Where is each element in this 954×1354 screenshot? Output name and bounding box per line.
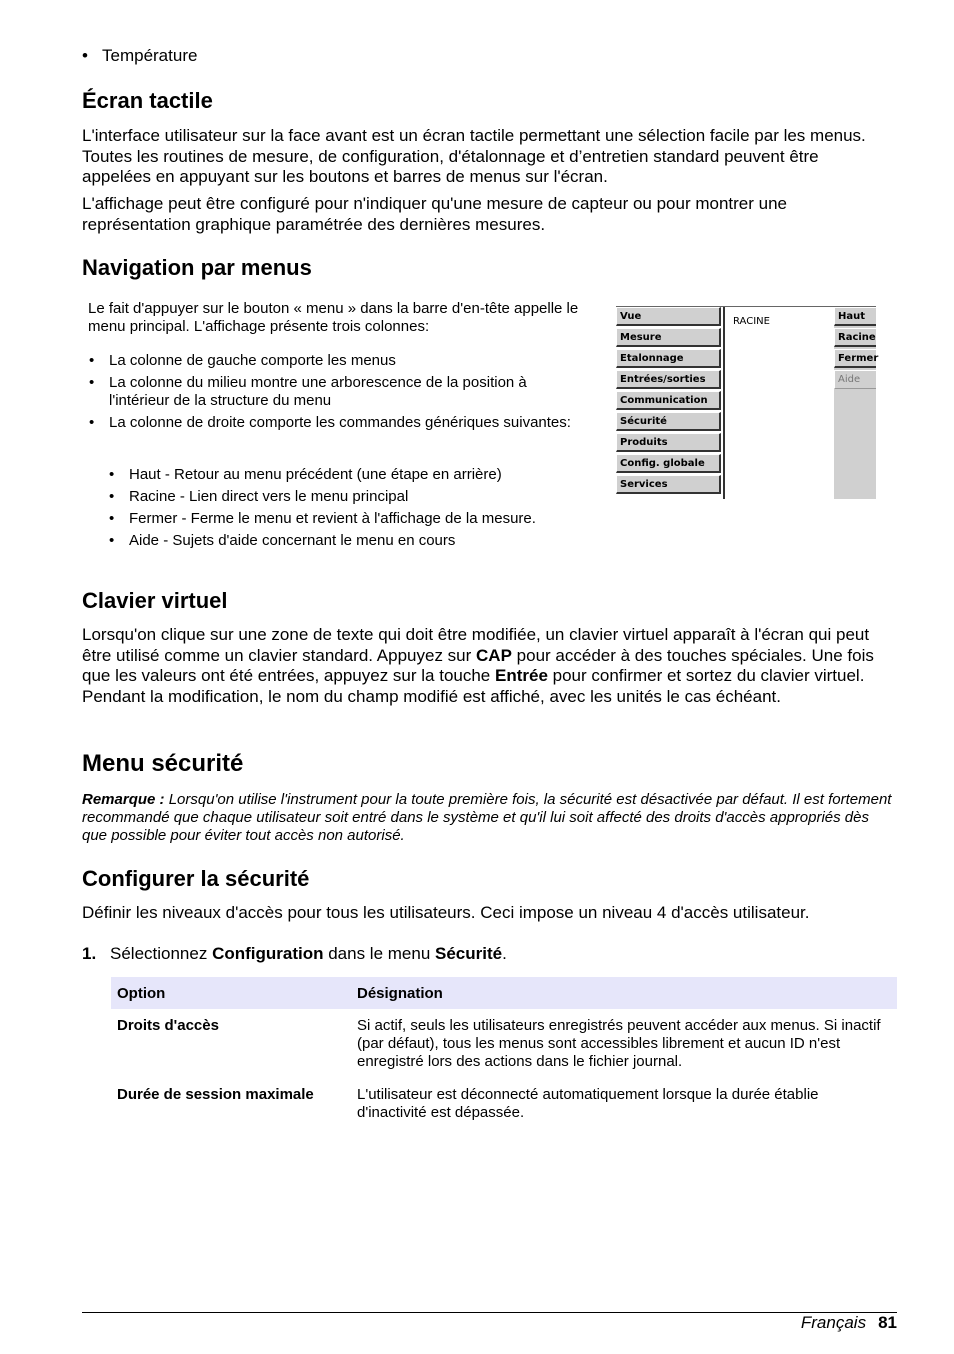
step-1: 1. Sélectionnez Configuration dans le menu Sécurité. [82, 944, 507, 963]
table-cell-desc: Si actif, seuls les utilisateurs enregistrés peuvent accéder aux menus. Si inactif (par défaut), tous les menus sont accessibles librement et aucun ID n'est enregistré lors des actions dans le fichier journal. [357, 1017, 881, 1070]
menu-item[interactable]: Communication [616, 391, 721, 410]
table-cell-option: Durée de session maximale [117, 1086, 314, 1103]
list-item: • La colonne de gauche comporte les menus [89, 352, 589, 370]
note-label: Remarque : [82, 791, 165, 808]
keyboard-paragraph: Lorsqu'on clique sur une zone de texte qui doit être modifiée, un clavier virtuel apparaît à l'écran qui peut être utilisé comme un clavier standard. Appuyez sur CAP pour accéder à des touches spéciales. Une fois que les valeurs ont été entrées, appuyez sur la touche Entrée pour confirmer et sortez du clavier virtuel. Pendant la modification, le nom du champ modifié est affiché, avec les unités le cas échéant. [82, 625, 874, 706]
menu-item[interactable]: Config. globale [616, 454, 721, 473]
command-help: Aide [834, 370, 876, 389]
step-number: 1. [82, 944, 97, 963]
menu-item[interactable]: Services [616, 475, 721, 494]
key-cap: CAP [476, 645, 512, 665]
menu-screenshot [616, 306, 879, 499]
section-title-touch: Écran tactile [82, 88, 213, 113]
table-header: Désignation [351, 977, 897, 1009]
section-title-config: Configurer la sécurité [82, 866, 310, 891]
table-row [111, 1080, 897, 1131]
list-item: • La colonne de droite comporte les commandes génériques suivantes: [89, 414, 589, 432]
section-title-security: Menu sécurité [82, 750, 244, 777]
bullet-text: Température [102, 46, 198, 65]
section-title-keyboard: Clavier virtuel [82, 588, 228, 613]
table-cell-option: Droits d'accès [117, 1017, 219, 1034]
list-item: • Aide - Sujets d'aide concernant le menu en cours [109, 532, 589, 550]
columns-list [89, 352, 589, 436]
key-enter: Entrée [494, 666, 548, 685]
menu-left-column [616, 307, 723, 499]
list-item: • Fermer - Ferme le menu et revient à l'affichage de la mesure. [109, 510, 589, 528]
section-title-nav: Navigation par menus [82, 255, 312, 280]
menu-item[interactable]: Produits [616, 433, 721, 452]
paragraph: L'affichage peut être configuré pour n'indiquer qu'une mesure de capteur ou pour montrer une représentation graphique paramétrée des dernières mesures. [82, 194, 788, 234]
security-note: Remarque : Lorsqu'on utilise l'instrument pour la toute première fois, la sécurité est désactivée par défaut. Il est fortement recommandé que chaque utilisateur soit entré dans le système et qu'il lui soit affecté des droits d'accès appropriés dès que possible pour éviter tout accès non autorisé. [82, 791, 892, 844]
bullet-item: • Température [82, 46, 198, 65]
options-table [111, 977, 897, 1131]
page-number: 81 [878, 1313, 897, 1332]
menu-item[interactable]: Etalonnage [616, 349, 721, 368]
command-close[interactable]: Fermer [834, 349, 876, 368]
commands-list [109, 466, 589, 554]
table-cell-desc: L'utilisateur est déconnecté automatiquement lorsque la durée établie d'inactivité est dépassée. [357, 1086, 819, 1121]
list-item: • Racine - Lien direct vers le menu principal [109, 488, 589, 506]
menu-item[interactable]: Sécurité [616, 412, 721, 431]
config-intro: Définir les niveaux d'accès pour tous les utilisateurs. Ceci impose un niveau 4 d'accès utilisateur. [82, 903, 810, 922]
paragraph: L'interface utilisateur sur la face avant est un écran tactile permettant une sélection facile par les menus. Toutes les routines de mesure, de configuration, d'étalonnage et d’entretien standard peuvent être appelées en appuyant sur les boutons et barres de menus sur l'écran. [82, 126, 866, 186]
list-item: • Haut - Retour au menu précédent (une étape en arrière) [109, 466, 589, 484]
footer-language: Français [800, 1313, 867, 1332]
list-item: • La colonne du milieu montre une arborescence de la position à l'intérieur de la structure du menu [89, 374, 589, 410]
menu-item[interactable]: Mesure [616, 328, 721, 347]
menu-tree-column [723, 307, 836, 499]
menu-command-column [834, 307, 879, 499]
footer-rule [82, 1312, 897, 1313]
menu-item[interactable]: Entrées/sorties [616, 370, 721, 389]
page-footer [801, 1313, 897, 1333]
table-header: Option [111, 977, 351, 1009]
nav-intro: Le fait d'appuyer sur le bouton « menu » dans la barre d'en-tête appelle le menu principal. L'affichage présente trois colonnes: [88, 300, 579, 335]
command-root[interactable]: Racine [834, 328, 876, 347]
table-header-row [111, 977, 897, 1009]
tree-root-label: RACINE [733, 316, 770, 327]
menu-item[interactable]: Vue [616, 307, 721, 326]
table-row [111, 1009, 897, 1080]
command-up[interactable]: Haut [834, 307, 876, 326]
